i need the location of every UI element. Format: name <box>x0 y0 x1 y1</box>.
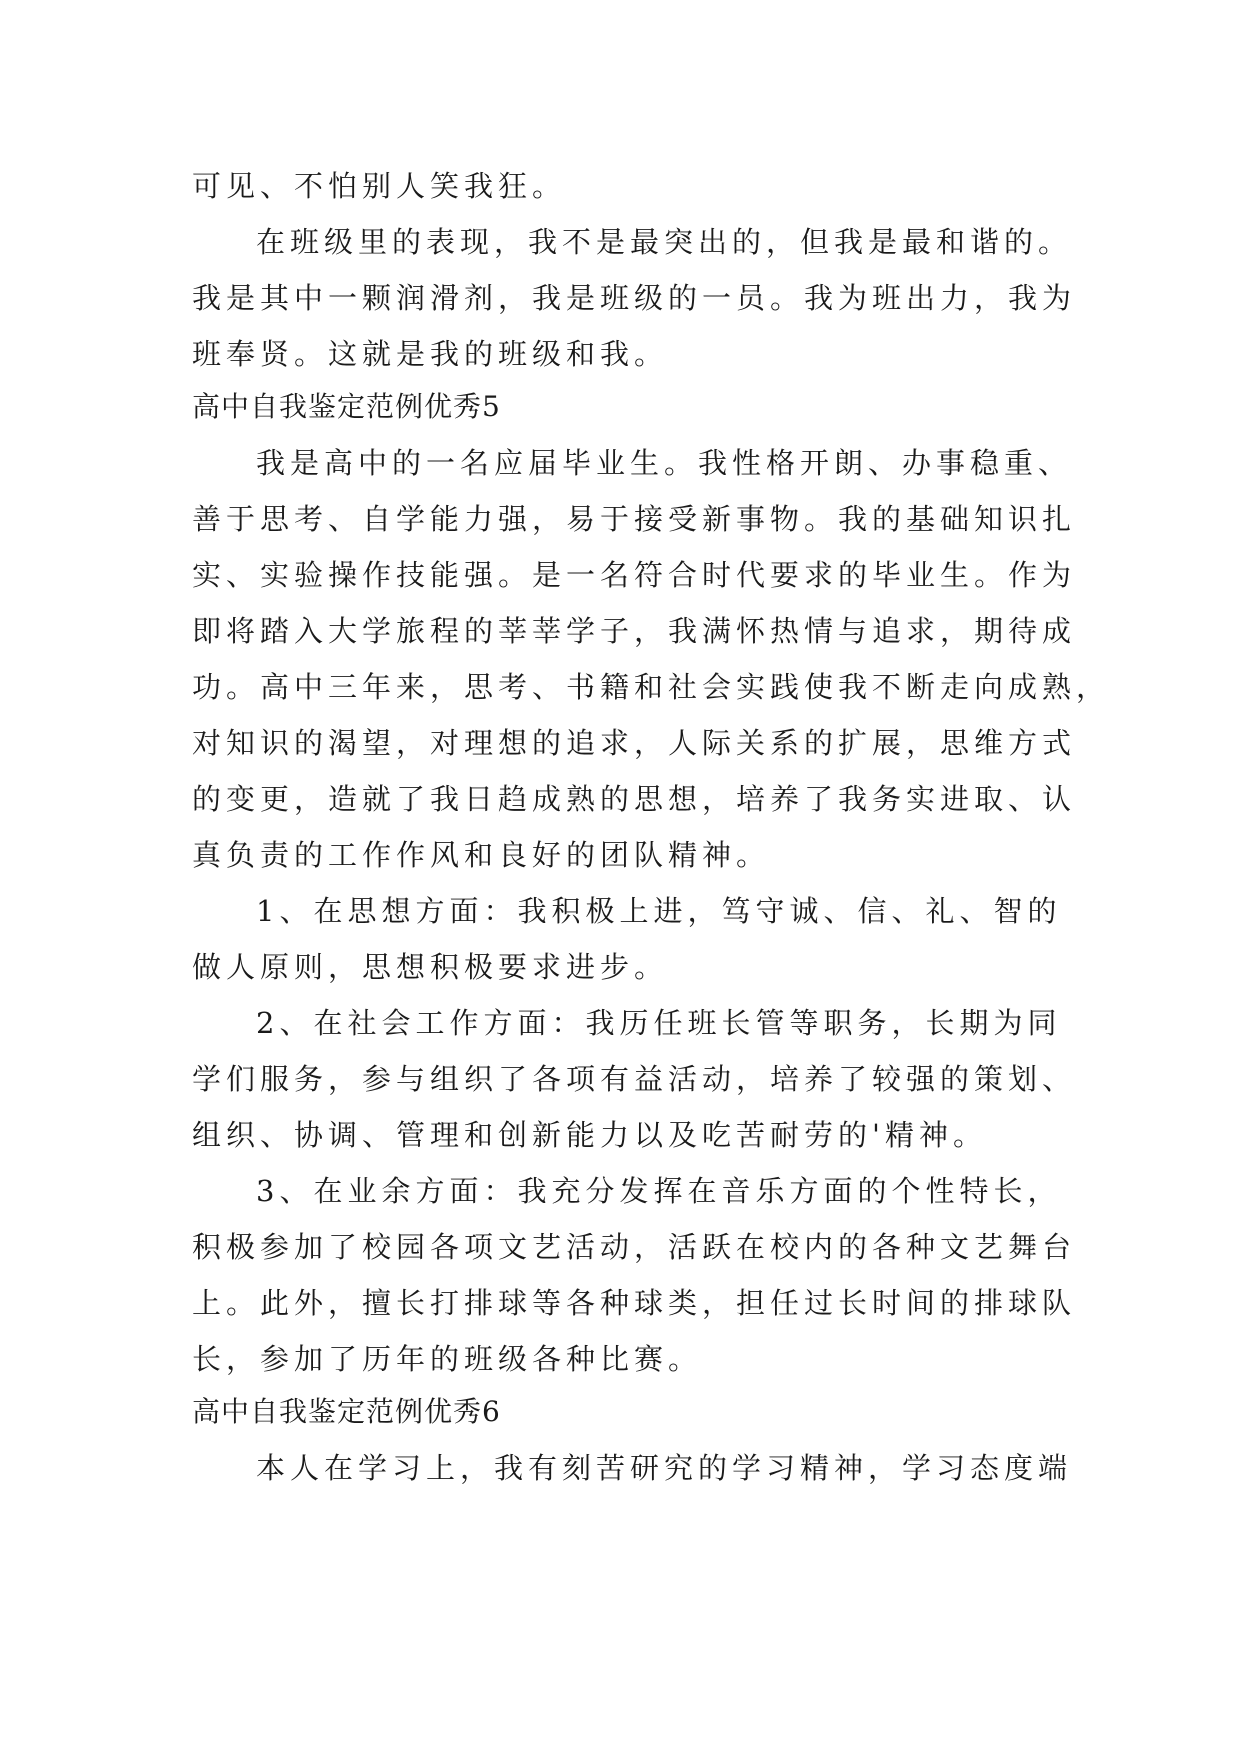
text-line: 上。此外，擅长打排球等各种球类，担任过长时间的排球队 <box>192 1286 1077 1320</box>
section-heading-6: 高中自我鉴定范例优秀6 <box>192 1395 501 1428</box>
text-line: 积极参加了校园各项文艺活动，活跃在校内的各种文艺舞台 <box>192 1230 1077 1264</box>
text-line: 善于思考、自学能力强，易于接受新事物。我的基础知识扎 <box>192 502 1077 536</box>
text-line: 学们服务，参与组织了各项有益活动，培养了较强的策划、 <box>192 1062 1077 1096</box>
paragraph-start: 本人在学习上，我有刻苦研究的学习精神，学习态度端 <box>256 1451 1073 1485</box>
text-line: 可见、不怕别人笑我狂。 <box>192 169 567 203</box>
text-line: 班奉贤。这就是我的班级和我。 <box>192 337 669 371</box>
text-line: 即将踏入大学旅程的莘莘学子，我满怀热情与追求，期待成 <box>192 614 1077 648</box>
list-item-3: 3、在业余方面：我充分发挥在音乐方面的个性特长， <box>256 1174 1062 1208</box>
text-line: 功。高中三年来，思考、书籍和社会实践使我不断走向成熟， <box>192 670 1111 704</box>
paragraph-start: 在班级里的表现，我不是最突出的，但我是最和谐的。 <box>256 225 1073 259</box>
text-line: 实、实验操作技能强。是一名符合时代要求的毕业生。作为 <box>192 558 1077 592</box>
text-line: 我是其中一颗润滑剂，我是班级的一员。我为班出力，我为 <box>192 281 1077 315</box>
section-heading-5: 高中自我鉴定范例优秀5 <box>192 390 501 423</box>
text-line: 真负责的工作作风和良好的团队精神。 <box>192 838 771 872</box>
list-item-2: 2、在社会工作方面：我历任班长管等职务，长期为同 <box>256 1006 1062 1040</box>
text-line: 的变更，造就了我日趋成熟的思想，培养了我务实进取、认 <box>192 782 1077 816</box>
paragraph-start: 我是高中的一名应届毕业生。我性格开朗、办事稳重、 <box>256 446 1073 480</box>
list-item-1: 1、在思想方面：我积极上进，笃守诚、信、礼、智的 <box>256 894 1062 928</box>
text-line: 组织、协调、管理和创新能力以及吃苦耐劳的'精神。 <box>192 1118 987 1152</box>
text-line: 对知识的渴望，对理想的追求，人际关系的扩展，思维方式 <box>192 726 1077 760</box>
text-line: 长，参加了历年的班级各种比赛。 <box>192 1342 703 1376</box>
text-line: 做人原则，思想积极要求进步。 <box>192 950 669 984</box>
